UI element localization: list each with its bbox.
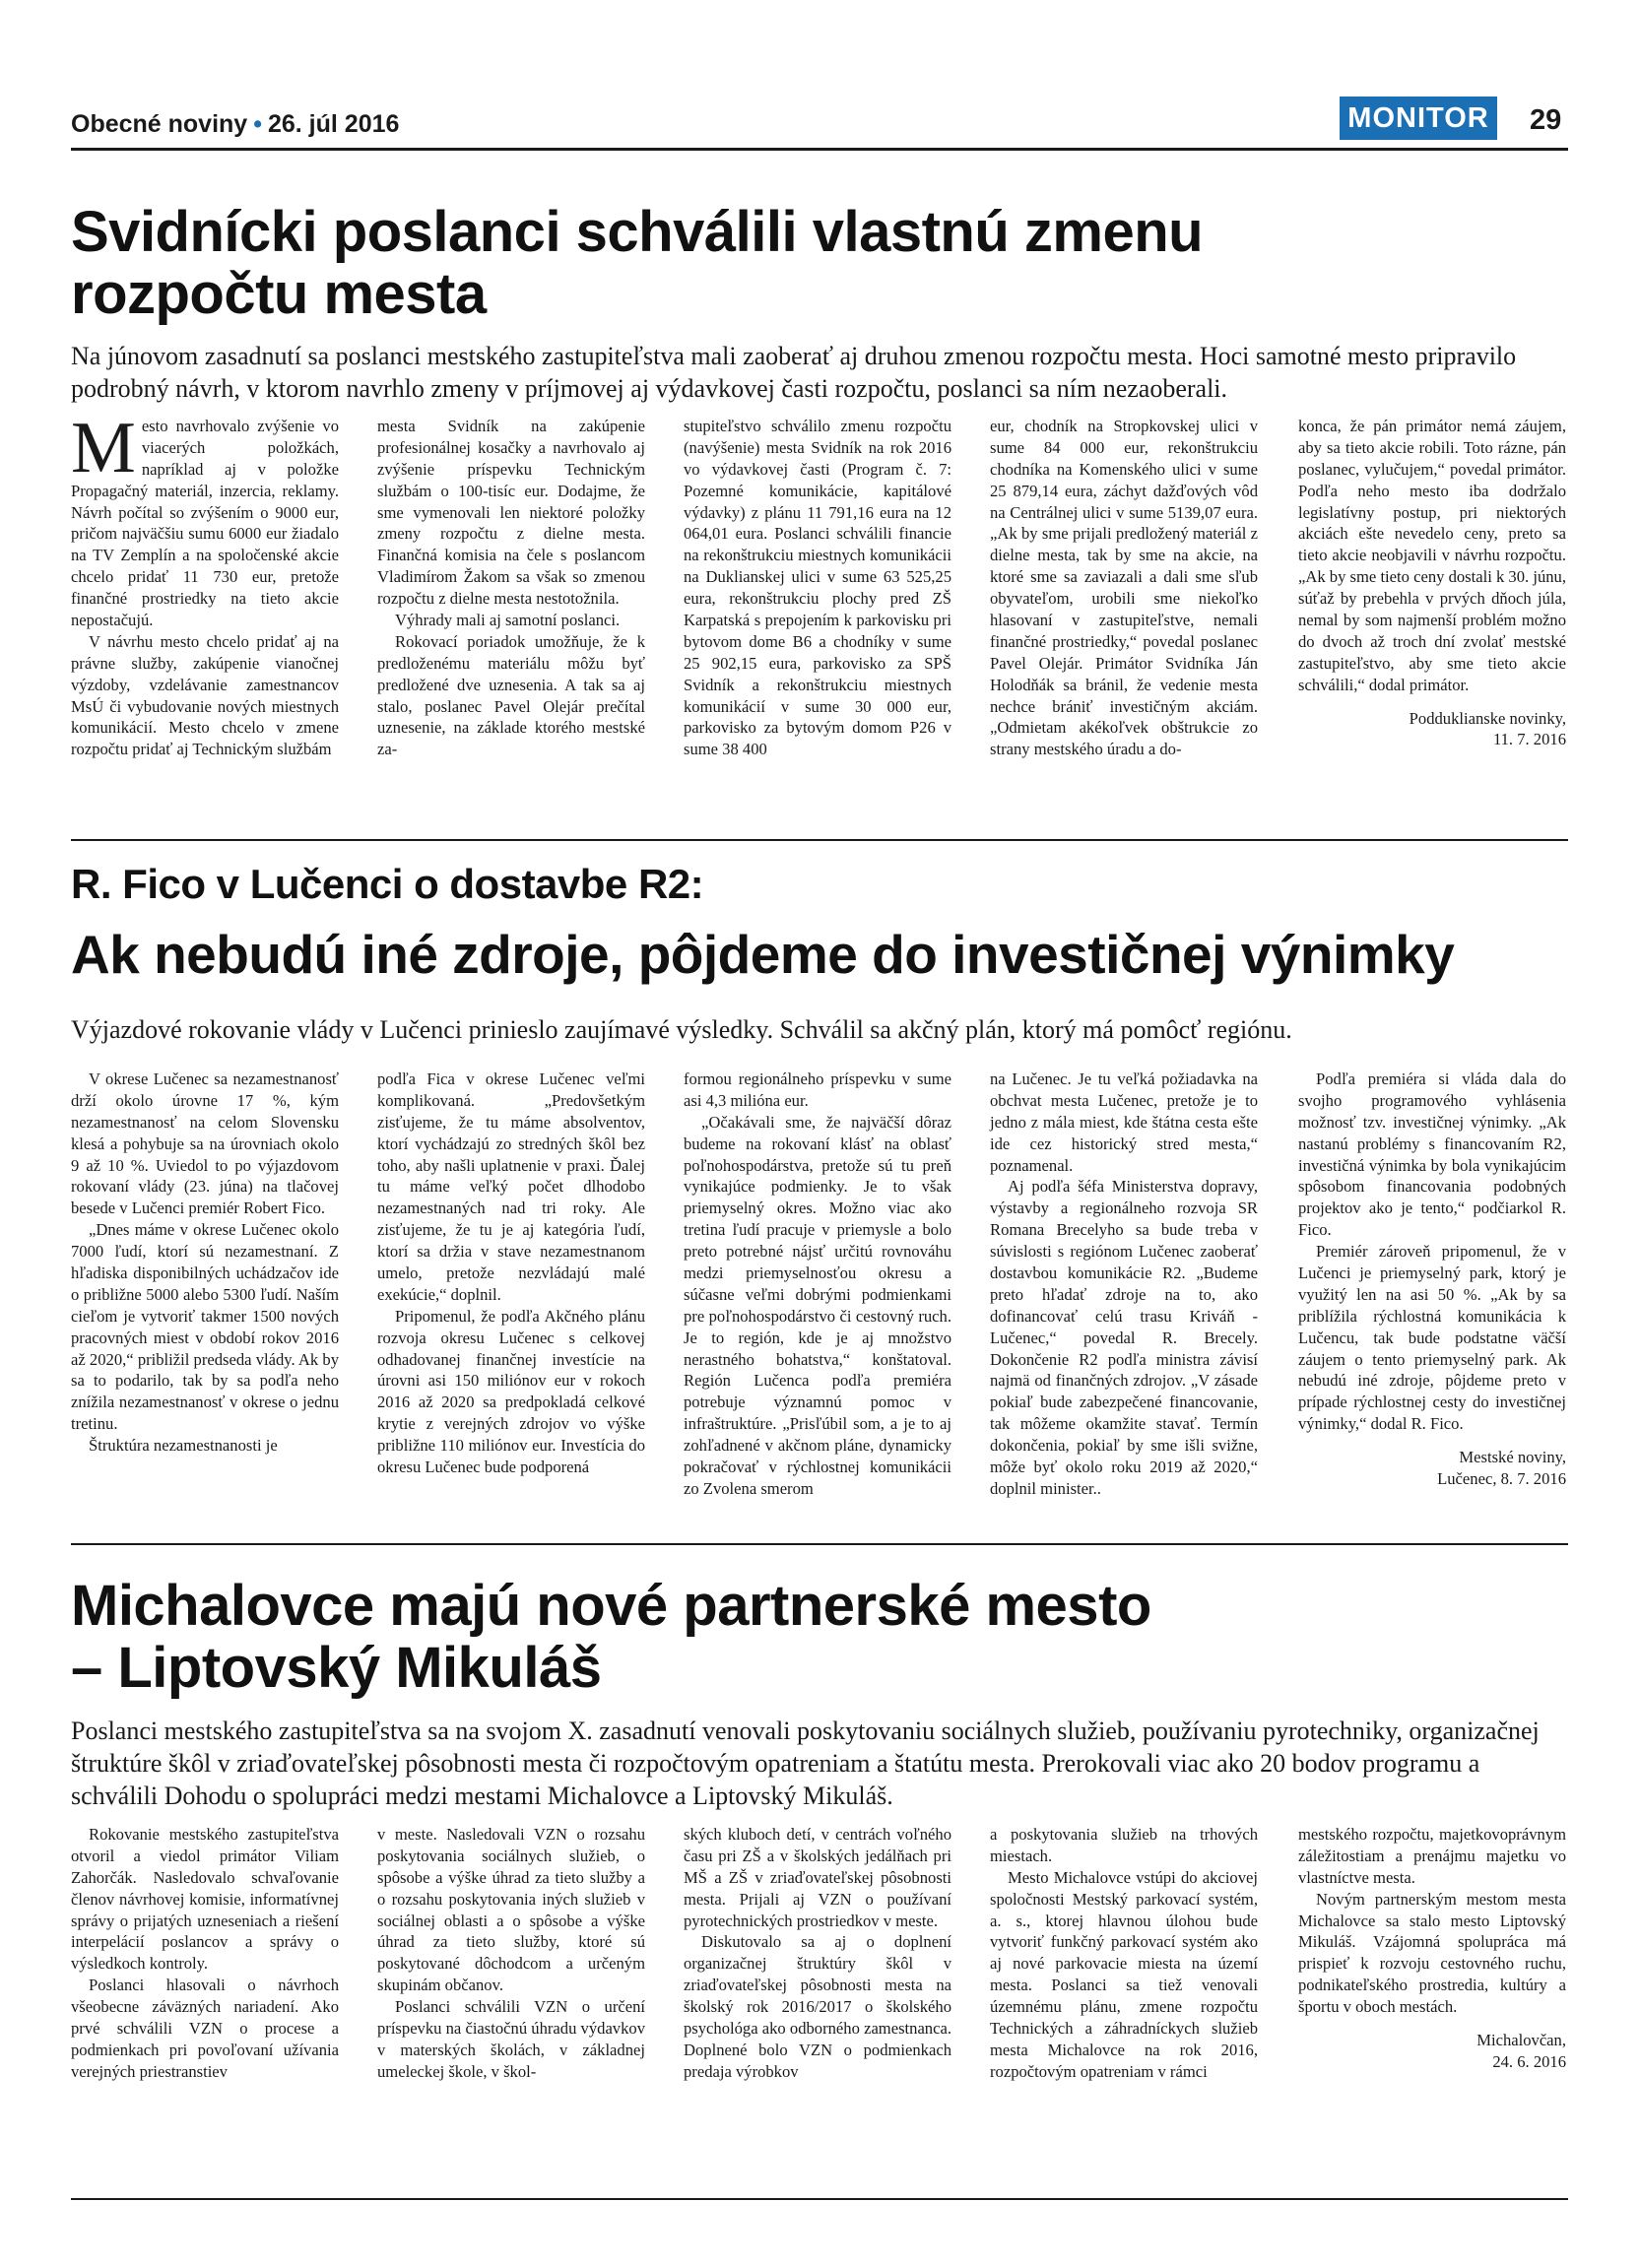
article1-lead: Na júnovom zasadnutí sa poslanci mestského zastupiteľstva mali zaoberať aj druhou zmenou rozpočtu mesta. Hoci samotné mesto pripravilo podrobný návrh, v ktorom navrhlo zmeny v príjmovej aj výdavkovej časti rozpočtu, poslanci sa ním nezaoberali. [71, 342, 1517, 403]
article3-source: Michalovčan, 24. 6. 2016 [1476, 2031, 1566, 2071]
article3-title-line1: Michalovce majú nové partnerské mesto [71, 1574, 1151, 1638]
section-badge: MONITOR [1340, 97, 1497, 140]
article1-title-line1: Svidnícki poslanci schválili vlastnú zmenu [71, 200, 1204, 264]
article1-column-3: stupiteľstvo schválilo zmenu rozpočtu (navýšenie) mesta Svidník na rok 2016 vo výdavkovej časti (Program č. 7: Pozemné komunikácie, kapitálové výdavky) z plánu 11 791,16 eura na 12 064,01 eura. Poslanci schválili financie na rekonštrukciu miestnych komunikácii na Duklianskej ulici v sume 63 525,25 eura, rekonštrukciu plochy pred ZŠ Karpatská s prepojením k parkovisku pri bytovom dome B6 a chodníky v sume 25 902,15 eura, parkovisko za SPŠ Svidník a rekonštrukciu miestnych komunikácií v sume 30 000 eur, parkovisko za bytovým domom P26 v sume 38 400 [684, 417, 951, 759]
drop-cap: M [71, 408, 136, 488]
article2-column-4: na Lučenec. Je tu veľká požiadavka na obchvat mesta Lučenec, pretože je to jedno z mála miest, kde štátna cesta ešte ide cez historický stred mesta,“ poznamenal. Aj podľa šéfa Ministerstva dopravy, výstavby a regionálneho rozvoja SR Romana Brecelyho sa bude treba v súvislosti s regiónom Lučenec zaoberať dostavbou komunikácie R2. „Budeme preto hľadať zdroje na to, ako dofinancovať celú trasu Kriváň - Lučenec,“ povedal R. Brecely. Dokončenie R2 podľa ministra závisí najmä od finančných zdrojov. „V zásade pokiaľ bude zabezpečené financovanie, tak môžeme okamžite stavať. Termín dokončenia, pokiaľ by sme išli svižne, môže byť okolo roku 2019 až 2020,“ doplnil minister.. [990, 1069, 1258, 1498]
article3-column-4: a poskytovania služieb na trhových miestach. Mesto Michalovce vstúpi do akciovej spoločnosti Mestský parkovací systém, a. s., ktorej hlavnou úlohou bude vytvoriť funkčný parkovací systém ako aj nové parkovacie miesta na území mesta. Poslanci sa tiež venovali územnému plánu, zmene rozpočtu Technických a záhradníckych služieb mesta Michalovce na rok 2016, rozpočtovým opatreniam v rámci [990, 1825, 1258, 2081]
article3-column-3: ských kluboch detí, v centrách voľného času pri ZŠ a v školských jedálňach pri MŠ a ZŠ v zriaďovateľskej pôsobnosti mesta. Prijali aj VZN o používaní pyrotechnických prostriedkov v meste. Diskutovalo sa aj o doplnení organizačnej štruktúry škôl v zriaďovateľskej pôsobnosti mesta na školský rok 2016/2017 o školského psychológa ako odborného zamestnanca. Doplnené bolo VZN o podmienkach predaja výrobkov [684, 1825, 951, 2081]
article2-column-3: formou regionálneho príspevku v sume asi 4,3 milióna eur. „Očakávali sme, že najväčší dôraz budeme na rokovaní klásť na oblasť poľnohospodárstva, pretože sú tu preň vynikajúce podmienky. Je to však priemyselný okres. Možno viac ako tretina ľudí pracuje v priemysle a bolo preto potrebné nájsť určitú rovnováhu medzi priemyselnosťou okresu a súčasne veľmi dobrými podmienkami pre poľnohospodárstvo či cestovný ruch. Je to región, kde je aj množstvo nerastného bohatstva,“ konštatoval. Región Lučenca podľa premiéra potrebuje významnú pomoc v infraštruktúre. „Prisľúbil som, a je to aj zohľadnené v akčnom pláne, dynamicky pokračovať v rýchlostnej komunikácii zo Zvolena smerom [684, 1069, 951, 1498]
issue-date: 26. júl 2016 [267, 110, 400, 138]
article3-title-line2: – Liptovský Mikuláš [71, 1635, 602, 1700]
article1-column-2: mesta Svidník na zakúpenie profesionálnej kosačky a navrhovalo aj zvýšenie príspevku Technickým službám o 100-tisíc eur. Dodajme, že sme vymenovali len niektoré položky zmeny rozpočtu z dielne mesta. Finančná komisia na čele s poslancom Vladimírom Žakom sa však so zmenou rozpočtu z dielne mesta nestotožnila. Výhrady mali aj samotní poslanci. Rokovací poriadok umožňuje, že k predloženému materiálu môžu byť predložené dve uznesenia. A tak sa aj stalo, poslanec Pavel Olejár prečítal uznesenie, na základe ktorého mestské za- [377, 417, 645, 759]
running-header [71, 110, 399, 139]
publication-name: Obecné noviny [71, 110, 248, 138]
article2-column-1: V okrese Lučenec sa nezamestnanosť drží okolo úrovne 17 %, kým nezamestnanosť na celom Slovensku klesá a pohybuje sa na úrovniach okolo 9 až 10 %. Uviedol to po výjazdovom rokovaní vlády (23. júna) na tlačovej besede v Lučenci premiér Robert Fico. „Dnes máme v okrese Lučenec okolo 7000 ľudí, ktorí sú nezamestnaní. Z hľadiska disponibilných uchádzačov ide o približne 5000 alebo 5300 ľudí. Naším cieľom je vytvoriť takmer 1500 nových pracovných miest v období rokov 2016 až 2020,“ približil predseda vlády. Ak by sa to podarilo, tak by sa podľa neho znížila nezamestnanosť v okrese o jednu tretinu. Štruktúra nezamestnanosti je [71, 1069, 339, 1456]
article2-column-2: podľa Fica v okrese Lučenec veľmi komplikovaná. „Predovšetkým zisťujeme, že tu máme absolventov, ktorí vychádzajú zo stredných škôl bez toho, aby našli uplatnenie v praxi. Ďalej tu máme veľký počet dlhodobo nezamestnaných nad tri roky. Ale zisťujeme, že tu je aj kategória ľudí, ktorí sa držia v stave nezamestnanom umelo, pretože nezvládajú malé exekúcie,“ doplnil. Pripomenul, že podľa Akčného plánu rozvoja okresu Lučenec s celkovej odhadovanej finančnej investície na úrovni asi 150 miliónov eur v rokoch 2016 až 2020 sa predpokladá celkové krytie z verejných zdrojov vo výške približne 110 miliónov eur. Investícia do okresu Lučenec bude podporená [377, 1069, 645, 1477]
article1-column-4: eur, chodník na Stropkovskej ulici v sume 84 000 eur, rekonštrukciu chodníka na Komenského ulici v sume 25 879,14 eura, záchyt dažďových vôd na Centrálnej ulici v sume 5139,07 eura. „Ak by sme prijali predložený materiál z dielne mesta, tak by sme na akcie, na ktoré sme sa zaviazali a dali sme sľub obyvateľom, urobili sme niekoľko hlasovaní v zastupiteľstve, nemali finančné prostriedky,“ povedal poslanec Pavel Olejár. Primátor Svidníka Ján Holodňák sa bránil, že vedenie mesta nechce brániť investičným akciám. „Odmietam akékoľvek obštrukcie zo strany mestského úradu a do- [990, 417, 1258, 759]
article3-headline [71, 1576, 1151, 1699]
article2-column-5: Podľa premiéra si vláda dala do svojho programového vyhlásenia možnosť tzv. investičnej výnimky. „Ak nastanú problémy s financovaním R2, investičná výnimka by bola vynikajúcim spôsobom financovania podobných projektov ako je tento,“ podčiarkol R. Fico. Premiér zároveň pripomenul, že v Lučenci je priemyselný park, ktorý je využitý len na asi 50 %. „Ak by sa priblížila rýchlostná komunikácia k Lučencu, tak bude podstatne väčší záujem o tento priemyselný park. Ak nebudú iné zdroje, pôjdeme preto v prípade rýchlostnej cesty do investičnej výnimky,“ dodal R. Fico. Mestské noviny, Lučenec, 8. 7. 2016 [1298, 1069, 1566, 1489]
article3-column-2: v meste. Nasledovali VZN o rozsahu poskytovania sociálnych služieb, o spôsobe a výške úhrad za tieto služby a o rozsahu poskytovania iných služieb v sociálnej oblasti a o spôsobe a výške úhrad za tieto služby, ktoré sú poskytované dôchodcom a určeným skupinám občanov. Poslanci schválili VZN o určení príspevku na čiastočnú úhradu výdavkov v materských školách, v základnej umeleckej škole, v škol- [377, 1825, 645, 2081]
header-rule [71, 148, 1568, 151]
article2-source: Mestské noviny, Lučenec, 8. 7. 2016 [1437, 1448, 1566, 1489]
article-divider-1 [71, 839, 1568, 841]
article1-source: Podduklianske novinky, 11. 7. 2016 [1409, 708, 1566, 749]
article1-column-1: Mesto navrhovalo zvýšenie vo viacerých položkách, napríklad aj v položke Propagačný materiál, inzercia, reklamy. Návrh počítal so zvýšením o 9000 eur, pričom najväčšiu sumu 6000 eur žiadalo na TV Zemplín a na spoločenské akcie chcelo pridať 11 730 eur, pretože finančné prostriedky na tieto akcie nepostačujú. V návrhu mesto chcelo pridať aj na právne služby, zakúpenie vianočnej výzdoby, vzdelávanie zamestnancov MsÚ či vybudovanie nových miestnych komunikácií. Mesto chcelo v zmene rozpočtu pridať aj Technickým službám [71, 408, 339, 759]
article3-lead: Poslanci mestského zastupiteľstva sa na svojom X. zasadnutí venovali poskytovaniu sociálnych služieb, používaniu pyrotechniky, organizačnej štruktúre škôl v zriaďovateľskej pôsobnosti mesta či rozpočtovým opatreniam a štatútu mesta. Prerokovali viac ako 20 bodov programu a schválili Dohodu o spolupráci medzi mestami Michalovce a Liptovský Mikuláš. [71, 1717, 1540, 1810]
footer-rule [71, 2198, 1568, 2200]
article3-column-5: mestského rozpočtu, majetkovoprávnym záležitostiam a prenájmu majetku vo vlastníctve mesta. Novým partnerským mestom mesta Michalovce sa stalo mesto Liptovský Mikuláš. Vzájomná spolupráca má prispieť k rozvoju cestovného ruchu, podnikateľského prostredia, kultúry a športu v oboch mestách. Michalovčan, 24. 6. 2016 [1298, 1825, 1566, 2071]
separator-dot: • [253, 110, 262, 138]
article3-column-1: Rokovanie mestského zastupiteľstva otvoril a viedol primátor Viliam Zahorčák. Nasledovalo schvaľovanie členov návrhovej komisie, informatívnej správy o prijatých uzneseniach a riešení interpelácií poslancov a správy o výsledkoch kontroly. Poslanci hlasovali o návrhoch všeobecne záväzných nariadení. Ako prvé schválili VZN o procese a podmienkach pri povoľovaní užívania verejných priestranstiev [71, 1825, 339, 2081]
article-divider-2 [71, 1543, 1568, 1545]
page-number: 29 [1530, 104, 1562, 136]
article1-headline [71, 202, 1203, 325]
article2-headline: Ak nebudú iné zdroje, pôjdeme do investičnej výnimky [71, 924, 1455, 985]
article1-title-line2: rozpočtu mesta [71, 261, 487, 326]
article2-lead: Výjazdové rokovanie vlády v Lučenci prinieslo zaujímavé výsledky. Schválil sa akčný plán, ktorý má pomôcť regiónu. [71, 1015, 1292, 1044]
article2-kicker: R. Fico v Lučenci o dostavbe R2: [71, 861, 704, 907]
article1-column-5: konca, že pán primátor nemá záujem, aby sa tieto akcie robili. Toto rázne, pán poslanec, vylučujem,“ povedal primátor. Podľa neho mesto iba dodržalo legislatívny postup, pri niektorých akciách ešte nevedelo ceny, preto sa tieto akcie neobjavili v návrhu rozpočtu. „Ak by sme tieto ceny dostali k 30. júnu, súťaž by prebehla v prvých dňoch júla, nemal by som najmenší problém možno do dvoch až troch dní zvolať mestské zastupiteľstvo, aby sme tieto akcie schválili,“ dodal primátor. Podduklianske novinky, 11. 7. 2016 [1298, 417, 1566, 749]
